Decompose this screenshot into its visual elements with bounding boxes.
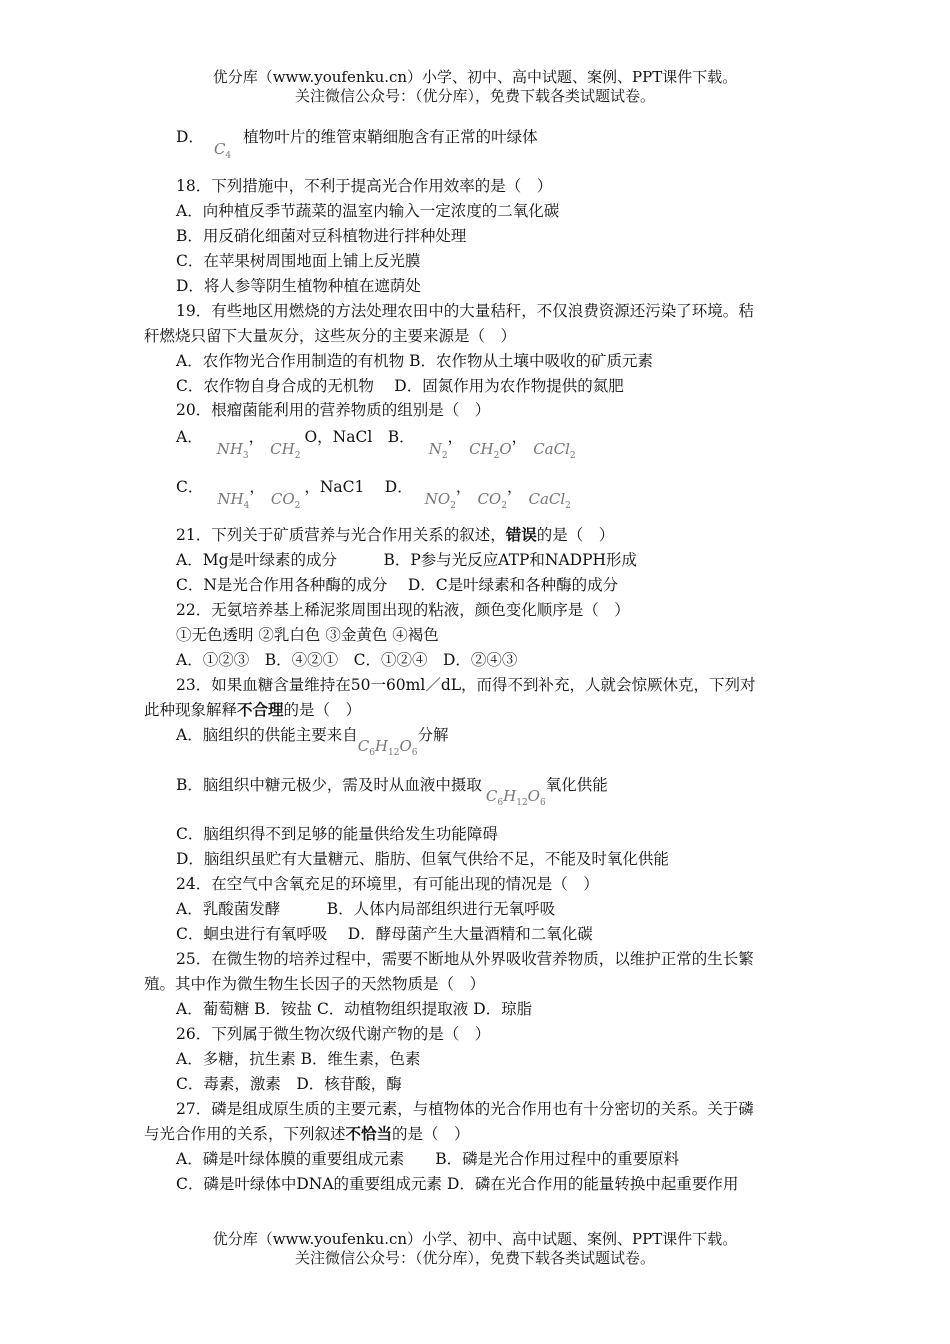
q20-options-cd [176,476,571,511]
q21-stem [176,524,614,546]
option-label: D． [176,128,204,146]
option-text: O，NaCl B． [304,428,415,446]
comma: ， [455,478,472,496]
q18-option-d: D．将人参等阴生植物种植在遮荫处 [176,277,421,295]
stem-emphasis: 错误 [505,525,537,544]
c4-formula: $C_4$ [213,140,232,161]
stem-text: 的是（ ） [392,1125,470,1143]
q18-option-c: C．在苹果树周围地面上铺上反光膜 [176,252,421,270]
option-text: A．脑组织的供能主要来自 [176,726,358,744]
q26-stem: 26．下列属于微生物次级代谢产物的是（ ） [176,1025,491,1043]
q19-options-ab: A．农作物光合作用制造的有机物 B．农作物从土壤中吸收的矿质元素 [176,352,654,370]
ch2o-formula: $CH_2O$ [469,440,512,461]
q18-option-a: A．向种植反季节蔬菜的温室内输入一定浓度的二氧化碳 [176,202,560,220]
stem-emphasis: 不合理 [237,700,284,719]
header-line-1: 优分库（www.youfenku.cn）小学、初中、高中试题、案例、PPT课件下载。 [212,68,738,86]
q24-options-ab: A．乳酸菌发酵 B．人体内局部组织进行无氧呼吸 [176,900,556,918]
q23-option-b [176,774,608,808]
header-line-2: 关注微信公众号：（优分库），免费下载各类试题试卷。 [294,87,655,105]
no2-formula: $NO_2$ [424,490,456,511]
stem-text: 21．下列关于矿质营养与光合作用关系的叙述， [176,526,506,544]
q19-options-cd: C．农作物自身合成的无机物 D．固氮作用为农作物提供的氮肥 [176,377,624,395]
co2-formula: $CO_2$ [477,490,507,511]
q22-items: ①无色透明 ②乳白色 ③金黄色 ④褐色 [176,626,439,644]
stem-emphasis: 不恰当 [345,1124,393,1143]
comma: ， [506,478,523,496]
q23-option-a [176,724,449,758]
q24-options-cd: C．蛔虫进行有氧呼吸 D．酵母菌产生大量酒精和二氧化碳 [176,925,593,943]
glucose-formula: $C_6H_{12}O_6$ [357,737,418,758]
ch2-formula: $CH_2$ [270,440,301,461]
stem-text: 与光合作用的关系，下列叙述 [144,1125,346,1143]
co2-formula: $CO_2$ [270,490,301,511]
q24-stem: 24．在空气中含氧充足的环境里，有可能出现的情况是（ ） [176,875,599,893]
q20-stem: 20．根瘤菌能利用的营养物质的组别是（ ） [176,401,491,419]
option-text: 分解 [417,726,449,744]
q23-option-d: D．脑组织虽贮有大量糖元、脂肪、但氧气供给不足，不能及时氧化供能 [176,850,669,868]
q22-stem: 22．无氨培养基上稀泥浆周围出现的粘液，颜色变化顺序是（ ） [176,601,630,619]
stem-text: 此种现象解释 [144,701,238,719]
stem-text: 的是（ ） [283,701,362,719]
option-text: 植物叶片的维管束鞘细胞含有正常的叶绿体 [243,128,538,146]
q19-stem-line-1: 19．有些地区用燃烧的方法处理农田中的大量秸秆，不仅浪费资源还污染了环境。秸 [176,302,754,320]
footer-line-2: 关注微信公众号：（优分库），免费下载各类试题试卷。 [294,1249,655,1267]
q25-stem-line-2: 殖。其中作为微生物生长因子的天然物质是（ ） [144,975,486,993]
q27-options-cd: C．磷是叶绿体中DNA的重要组成元素 D．磷在光合作用的能量转换中起重要作用 [176,1175,739,1193]
q25-options: A．葡萄糖 B．铵盐 C．动植物组织提取液 D．琼脂 [176,1000,533,1018]
q21-options-cd: C．N是光合作用各种酶的成分 D．C是叶绿素和各种酶的成分 [176,576,619,594]
q18-stem: 18．下列措施中，不利于提高光合作用效率的是（ ） [176,177,553,195]
q23-stem-line-2 [144,699,361,721]
q27-stem-line-2 [144,1123,470,1145]
option-text: ，NaC1 D． [304,478,413,496]
cacl2-formula: CaCl$_2$ [528,490,571,511]
q22-options: A．①②③ B．④②① C．①②④ D．②④③ [176,651,518,669]
q26-options-ab: A．多糖，抗生素 B．维生素，色素 [176,1050,421,1068]
nh4-formula: $NH_4$ [217,490,250,511]
q17-option-d [176,126,538,161]
comma: ， [248,428,265,446]
option-label: A． [176,428,203,446]
q27-stem-line-1: 27．磷是组成原生质的主要元素，与植物体的光合作用也有十分密切的关系。关于磷 [176,1100,754,1118]
q20-options-ab [176,426,576,461]
n2-formula: $N_2$ [428,440,448,461]
nh3-formula: $NH_3$ [216,440,249,461]
q25-stem-line-1: 25．在微生物的培养过程中，需要不断地从外界吸收营养物质，以维护正常的生长繁 [176,950,754,968]
q18-option-b: B．用反硝化细菌对豆科植物进行拌种处理 [176,227,467,245]
q21-options-ab: A．Mg是叶绿素的成分 B．P参与光反应ATP和NADPH形成 [176,551,638,569]
q23-stem-line-1: 23．如果血糖含量维持在50一60ml／dL，而得不到补充，人就会惊厥休克，下列对 [176,676,756,694]
page-header [0,68,950,106]
page-footer [0,1230,950,1268]
option-text: 氧化供能 [545,776,608,794]
q23-option-c: C．脑组织得不到足够的能量供给发生功能障碍 [176,825,498,843]
stem-text: 的是（ ） [536,526,615,544]
comma: ， [249,478,265,496]
comma: ， [447,428,464,446]
option-label: C． [176,478,204,496]
comma: ， [511,428,528,446]
glucose-formula: $C_6H_{12}O_6$ [485,787,546,808]
option-text: B．脑组织中糖元极少，需及时从血液中摄取 [176,776,482,794]
q19-stem-line-2: 秆燃烧只留下大量灰分，这些灰分的主要来源是（ ） [144,327,517,345]
footer-line-1: 优分库（www.youfenku.cn）小学、初中、高中试题、案例、PPT课件下载。 [212,1230,738,1248]
q27-options-ab: A．磷是叶绿体膜的重要组成元素 B．磷是光合作用过程中的重要原料 [176,1150,680,1168]
cacl2-formula: CaCl$_2$ [533,440,576,461]
q26-options-cd: C．毒素，激素 D．核苷酸，酶 [176,1075,402,1093]
